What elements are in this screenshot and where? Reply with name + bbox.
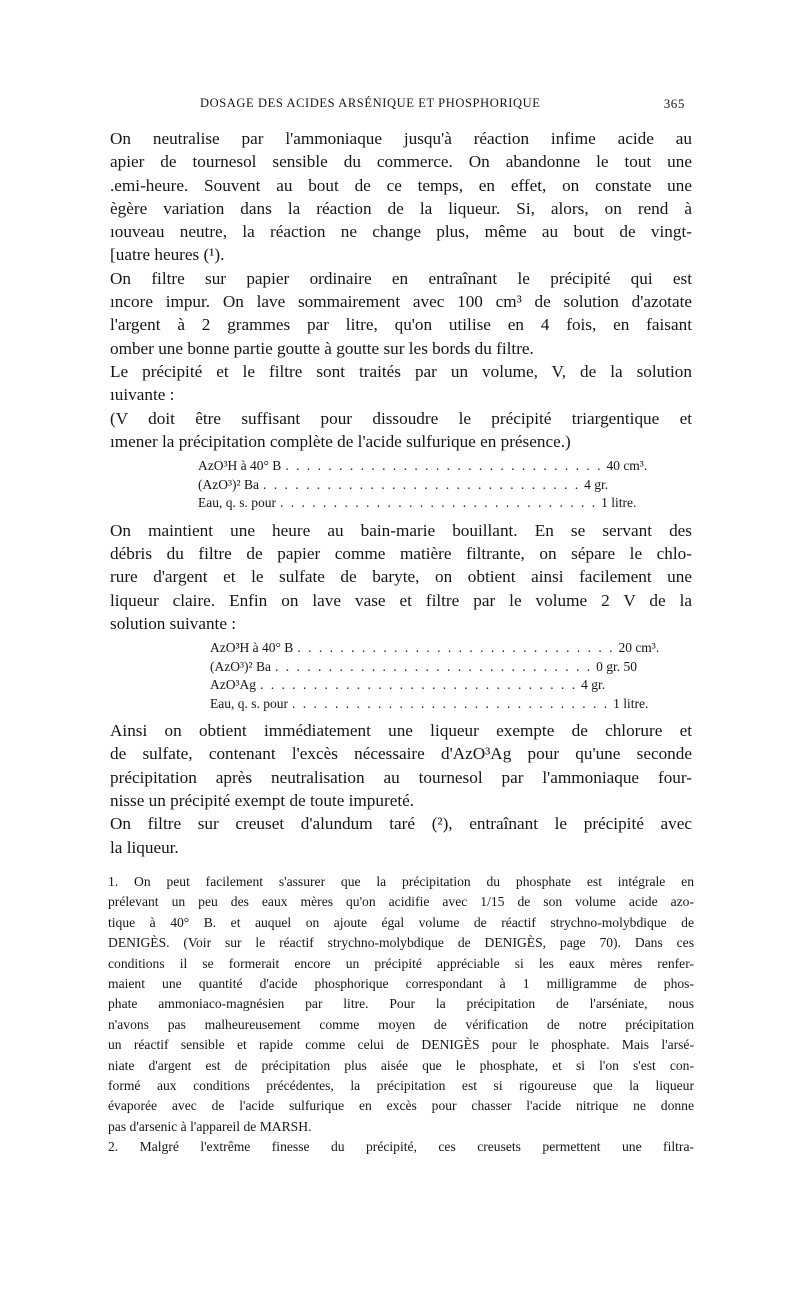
- recipe-row: [198, 457, 648, 476]
- paragraph-7: [110, 812, 692, 859]
- leader-dots: . . . . . . . . . . . . . . . . . . . . . . . . . . . . . .: [260, 677, 578, 693]
- ingredient: AzO³H à 40° B: [210, 640, 294, 656]
- paragraph-5: [110, 519, 692, 635]
- text-line: Ainsi on obtient immédiatement une liqueur exempte de chlorure et: [110, 721, 692, 741]
- paragraph-3: [110, 360, 692, 407]
- text-line: apier de tournesol sensible du commerce. On abandonne le tout une: [110, 152, 692, 172]
- text-line: ègère variation dans la réaction de la liqueur. Si, alors, on rend à: [110, 198, 692, 218]
- footnote-line: évaporée avec de l'acide sulfurique en excès pour chasser l'acide nitrique ne donne: [108, 1098, 694, 1114]
- running-title: DOSAGE DES ACIDES ARSÉNIQUE ET PHOSPHORIQUE: [200, 96, 541, 110]
- paragraph-4: [110, 407, 692, 454]
- quantity: 1 litre.: [613, 695, 649, 711]
- footnote-line: prélevant un peu des eaux mères qu'on acidifie avec 1/15 de son volume acide azo-: [108, 894, 694, 910]
- text-line: omber une bonne partie goutte à goutte sur les bords du filtre.: [110, 338, 534, 358]
- recipe-row: [210, 658, 637, 677]
- recipe-row: [210, 695, 649, 714]
- quantity: 40 cm³.: [606, 458, 648, 474]
- ingredient: (AzO³)² Ba: [210, 658, 271, 674]
- page-number: 365: [663, 96, 685, 111]
- text-line: ıncore impur. On lave sommairement avec 100 cm³ de solution d'azotate: [110, 292, 692, 312]
- quantity: 20 cm³.: [618, 640, 660, 656]
- footnote-2: [108, 1137, 694, 1157]
- ingredient: (AzO³)² Ba: [198, 476, 259, 492]
- main-text: [110, 127, 692, 859]
- quantity: 4 gr.: [581, 677, 606, 693]
- text-line: ıuivante :: [110, 385, 175, 405]
- text-line: solution suivante :: [110, 613, 237, 633]
- paragraph-2: [110, 267, 692, 360]
- quantity: 1 litre.: [601, 495, 637, 511]
- text-line: .emi-heure. Souvent au bout de ce temps, en effet, on constate une: [110, 175, 692, 195]
- text-line: Le précipité et le filtre sont traités par un volume, V, de la solution: [110, 361, 692, 381]
- paragraph-6: [110, 719, 692, 812]
- text-line: nisse un précipité exempt de toute impureté.: [110, 791, 415, 811]
- leader-dots: . . . . . . . . . . . . . . . . . . . . . . . . . . . . . .: [262, 476, 581, 492]
- text-line: de sulfate, contenant l'excès nécessaire d'AzO³Ag pour qu'une seconde: [110, 744, 692, 764]
- text-line: liqueur claire. Enfin on lave vase et filtre par le volume 2 V de la: [110, 590, 692, 610]
- recipe-row: [210, 639, 660, 658]
- ingredient: Eau, q. s. pour: [210, 695, 288, 711]
- text-line: ımener la précipitation complète de l'acide sulfurique en présence.): [110, 431, 571, 451]
- text-line: On neutralise par l'ammoniaque jusqu'à réaction infime acide au: [110, 129, 692, 148]
- recipe-table-2: [210, 639, 660, 713]
- leader-dots: . . . . . . . . . . . . . . . . . . . . . . . . . . . . . .: [292, 695, 610, 711]
- recipe-row: [198, 494, 637, 513]
- paragraph-1: [110, 127, 692, 267]
- text-line: la liqueur.: [110, 837, 179, 857]
- text-line: [uatre heures (¹).: [110, 245, 225, 265]
- text-line: On maintient une heure au bain-marie bouillant. En se servant des: [110, 520, 692, 540]
- recipe-row: [198, 476, 609, 495]
- ingredient: Eau, q. s. pour: [198, 495, 276, 511]
- footnote-line: formé aux conditions précédentes, la précipitation est si rigoureuse que la liqueur: [108, 1078, 694, 1094]
- text-line: On filtre sur creuset d'alundum taré (²), entraînant le précipité avec: [110, 814, 692, 834]
- leader-dots: . . . . . . . . . . . . . . . . . . . . . . . . . . . . . .: [280, 495, 598, 511]
- footnote-1: [108, 872, 694, 1137]
- quantity: 0 gr. 50: [596, 658, 637, 674]
- recipe-row: [210, 676, 606, 695]
- text-line: précipitation après neutralisation au tournesol par l'ammoniaque four-: [110, 767, 692, 787]
- footnote-line: tique à 40° B. et auquel on ajoute égal volume de réactif strychno-molybdique de: [108, 914, 694, 930]
- leader-dots: . . . . . . . . . . . . . . . . . . . . . . . . . . . . . .: [285, 458, 603, 474]
- text-line: On filtre sur papier ordinaire en entraînant le précipité qui est: [110, 268, 692, 288]
- leader-dots: . . . . . . . . . . . . . . . . . . . . . . . . . . . . . .: [274, 658, 593, 674]
- footnotes: [108, 872, 694, 1158]
- quantity: 4 gr.: [584, 476, 609, 492]
- ingredient: AzO³Ag: [210, 677, 257, 693]
- text-line: débris du filtre de papier comme matière filtrante, on sépare le chlo-: [110, 543, 692, 563]
- footnote-line: pas d'arsenic à l'appareil de MARSH.: [108, 1118, 312, 1134]
- text-line: l'argent à 2 grammes par litre, qu'on utilise en 4 fois, en faisant: [110, 315, 692, 335]
- footnote-line: niate d'argent est de précipitation plus aisée que le phosphate, et si l'on s'est con-: [108, 1057, 694, 1073]
- footnote-line: conditions il se formerait encore un précipité appréciable si les eaux mères renfer-: [108, 955, 694, 971]
- text-line: ıouveau neutre, la réaction ne change plus, même au bout de vingt-: [110, 222, 692, 242]
- footnote-line: DENIGÈS. (Voir sur le réactif strychno-molybdique de DENIGÈS, page 70). Dans ces: [108, 935, 694, 951]
- footnote-line: maient une quantité d'acide phosphorique correspondant à 1 milligramme de phos-: [108, 976, 694, 992]
- running-header: [200, 96, 685, 112]
- footnote-line: n'avons pas malheureusement comme moyen de vérification de notre précipitation: [108, 1016, 694, 1032]
- recipe-table-1: [198, 457, 648, 513]
- text-line: (V doit être suffisant pour dissoudre le précipité triargentique et: [110, 408, 692, 428]
- footnote-line: 1. On peut facilement s'assurer que la précipitation du phosphate est intégrale en: [108, 874, 694, 889]
- footnote-line: phate ammoniaco-magnésien par litre. Pour la précipitation de l'arséniate, nous: [108, 996, 694, 1012]
- ingredient: AzO³H à 40° B: [198, 458, 282, 474]
- text-line: rure d'argent et le sulfate de baryte, on obtient ainsi facilement une: [110, 567, 692, 587]
- footnote-line: un réactif sensible et rapide comme celui de DENIGÈS pour le phosphate. Mais l'arsé-: [108, 1037, 694, 1053]
- footnote-line: 2. Malgré l'extrême finesse du précipité, ces creusets permettent une filtra-: [108, 1139, 694, 1155]
- leader-dots: . . . . . . . . . . . . . . . . . . . . . . . . . . . . . .: [297, 640, 615, 656]
